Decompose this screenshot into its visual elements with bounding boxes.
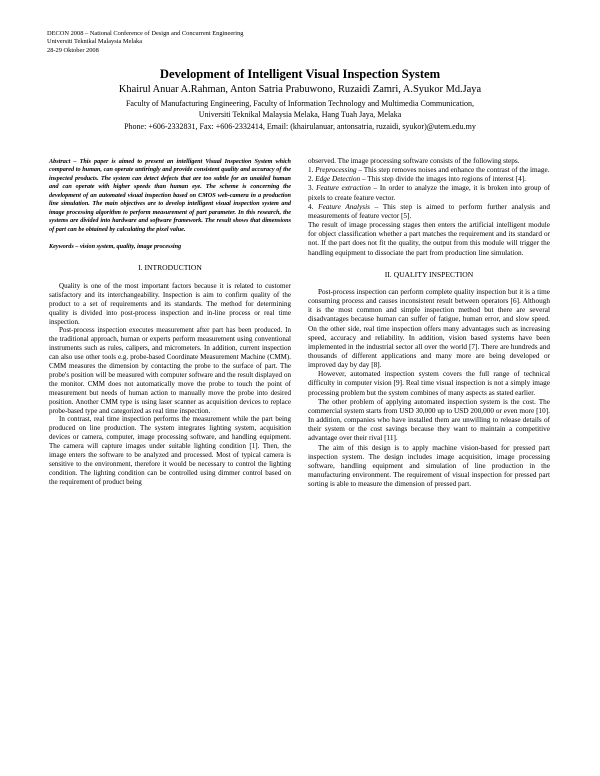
affiliation-block xyxy=(0,98,600,132)
step-name: Edge Detection xyxy=(315,175,361,184)
processing-intro: observed. The image processing software consists of the following steps. xyxy=(308,157,520,165)
section-heading-quality-inspection: II. QUALITY INSPECTION xyxy=(384,269,474,279)
paper-authors: Khairul Anuar A.Rahman, Anton Satria Prabuwono, Ruzaidi Zamri, A.Syukor Md.Jaya xyxy=(118,84,482,95)
affiliation-contact: Phone: +606-2332831, Fax: +606-2332414, Email: (khairulanuar, antonsatria, ruzaidi, syukor)@utem.edu.my xyxy=(124,121,476,131)
step-number: 2. xyxy=(308,175,316,184)
step-item xyxy=(308,166,550,175)
paper-title: Development of Intelligent Visual Inspection System xyxy=(159,67,441,81)
section-heading-introduction: I. INTRODUCTION xyxy=(138,262,202,272)
step-item xyxy=(308,203,550,221)
right-column xyxy=(308,157,550,489)
step-text: – In order to analyze the image, it is broken into group of pixels to create feature vector. xyxy=(308,184,550,202)
affiliation-faculty: Faculty of Manufacturing Engineering, Faculty of Information Technology and Multimedia Communication, xyxy=(125,99,475,108)
affiliation-university: Universiti Teknikal Malaysia Melaka, Hang Tuah Jaya, Melaka xyxy=(198,110,402,120)
conference-header xyxy=(47,30,243,55)
quality-paragraph: However, automated inspection system covers the full range of technical difficulty in computer vision [9]. Real time visual inspection is not a simply image processing problem but the system combines of many aspects as stated earlier. xyxy=(308,370,550,397)
conference-date: 28-29 Oktober 2008 xyxy=(47,46,99,54)
keywords: Keywords – vision system, quality, image processing xyxy=(49,243,182,251)
intro-paragraph: Post-process inspection executes measurement after part has been produced. In the traditional approach, human or experts perform measurement using conventional instruments such as rules, calipers, and micrometers. In addition, current inspection can also use other tools e.g. probe-based Coordinate Measurement Machine (CMM). CMM measures the dimension by contacting the probe to the surface of part. The probe's position will be measured with computer software and the result displayed on the monitor. CMM does not automatically move the probe to touch the point of measurement but needs of human action to manually move the probe into desired position. Another CMM type is using laser scanner as acquisition devices to replace probe-based type and categorized as real time inspection. xyxy=(49,326,291,415)
step-item xyxy=(308,184,550,202)
step-number: 3. xyxy=(308,184,317,193)
quality-paragraph: The other problem of applying automated inspection system is the cost. The commercial system starts from USD 30,000 up to USD 200,000 or even more [10]. In addition, companies who have installed them are unwilling to release details of their system or the cost savings because they want to maintain a competitive advantage over their rival [11]. xyxy=(308,397,550,443)
step-name: Feature extraction xyxy=(316,184,371,193)
intro-paragraph: Quality is one of the most important factors because it is related to customer satisfactory and its interchangeability. Inspection is aim to confirm quality of the product to a set of requirements and its standards. The method for determining quality is divided into post-process inspection and in-line process or real time inspection. xyxy=(49,281,291,326)
step-name: Feature Analysis xyxy=(318,202,370,211)
conference-name: DECON 2008 – National Conference of Design and Concurrent Engineering xyxy=(47,30,244,37)
step-number: 1. xyxy=(308,166,316,175)
conference-venue: Universiti Teknikal Malaysia Melaka xyxy=(47,38,143,46)
step-text: – This step is aimed to perform further analysis and measurements of feature vector [5]. xyxy=(308,202,551,220)
quality-paragraph: Post-process inspection can perform complete quality inspection but it is a time consuming process and causes inconsistent result between operators [6]. Although it is the most common and simple inspection method but there are several disadvantages because human can suffer of fatigue, human error, and slow speed. On the other side, real time inspection offers many advantages such as increasing speed, accuracy and reliability. In addition, vision based systems have been implemented in the industrial sector all over the world [7]. There are hundreds and thousands of different applications and many more are being developed or improved day by day [8]. xyxy=(308,287,550,370)
abstract: Abstract – This paper is aimed to present an intelligent Visual Inspection System which compared to human, can operate untiringly and provide consistent quality and accuracy of the inspected products. The system can detect defects that are too subtle for an unaided human and can operate with higher speeds than human eye. The scheme is concerning the development of an automated visual inspection based on CMOS web-camera in a production line simulation. The main objectives are to develop intelligent visual inspection system and image processing algorithm to perform measurement of part parameter. In this research, the systems are divided into hardware and software framework. The result shows that dimensions of part can be obtained by calculating the pixel value. xyxy=(49,158,291,233)
processing-result: The result of image processing stages then enters the artificial intelligent module for object classification whether a part matches the requirement and its standard or not. If the part does not fit the quality, the output from this module will trigger the handling equipment to dissociate the part from production line simulation. xyxy=(308,221,550,257)
quality-paragraph: The aim of this design is to apply machine vision-based for pressed part inspection system. The design includes image acquisition, image processing software, handling equipment and simulation of line production in the manufacturing environment. The requirement of visual inspection for pressed part sorting is able to measure the dimension of pressed part. xyxy=(308,443,550,489)
step-number: 4. xyxy=(308,202,319,211)
step-text: – This step removes noises and enhance the contrast of the image. xyxy=(356,166,550,175)
step-text: – This step divide the images into regions of interest [4]. xyxy=(360,175,526,184)
left-column xyxy=(49,158,291,487)
step-name: Preprocessing xyxy=(315,166,357,175)
step-item xyxy=(308,175,550,184)
intro-paragraph: In contrast, real time inspection performs the measurement while the part being produced on line production. The system integrates lighting system, acquisition devices or camera, computer, image processing software, and handling equipment. The camera will capture images under suitable lighting condition [1]. Then, the image enters the software to be analyzed and processed. Most of typical camera is sensitive to the environment, therefore it would be necessary to control the lighting condition. The lighting condition can be controlled using dimmer control based on the requirement of product being xyxy=(49,415,291,486)
